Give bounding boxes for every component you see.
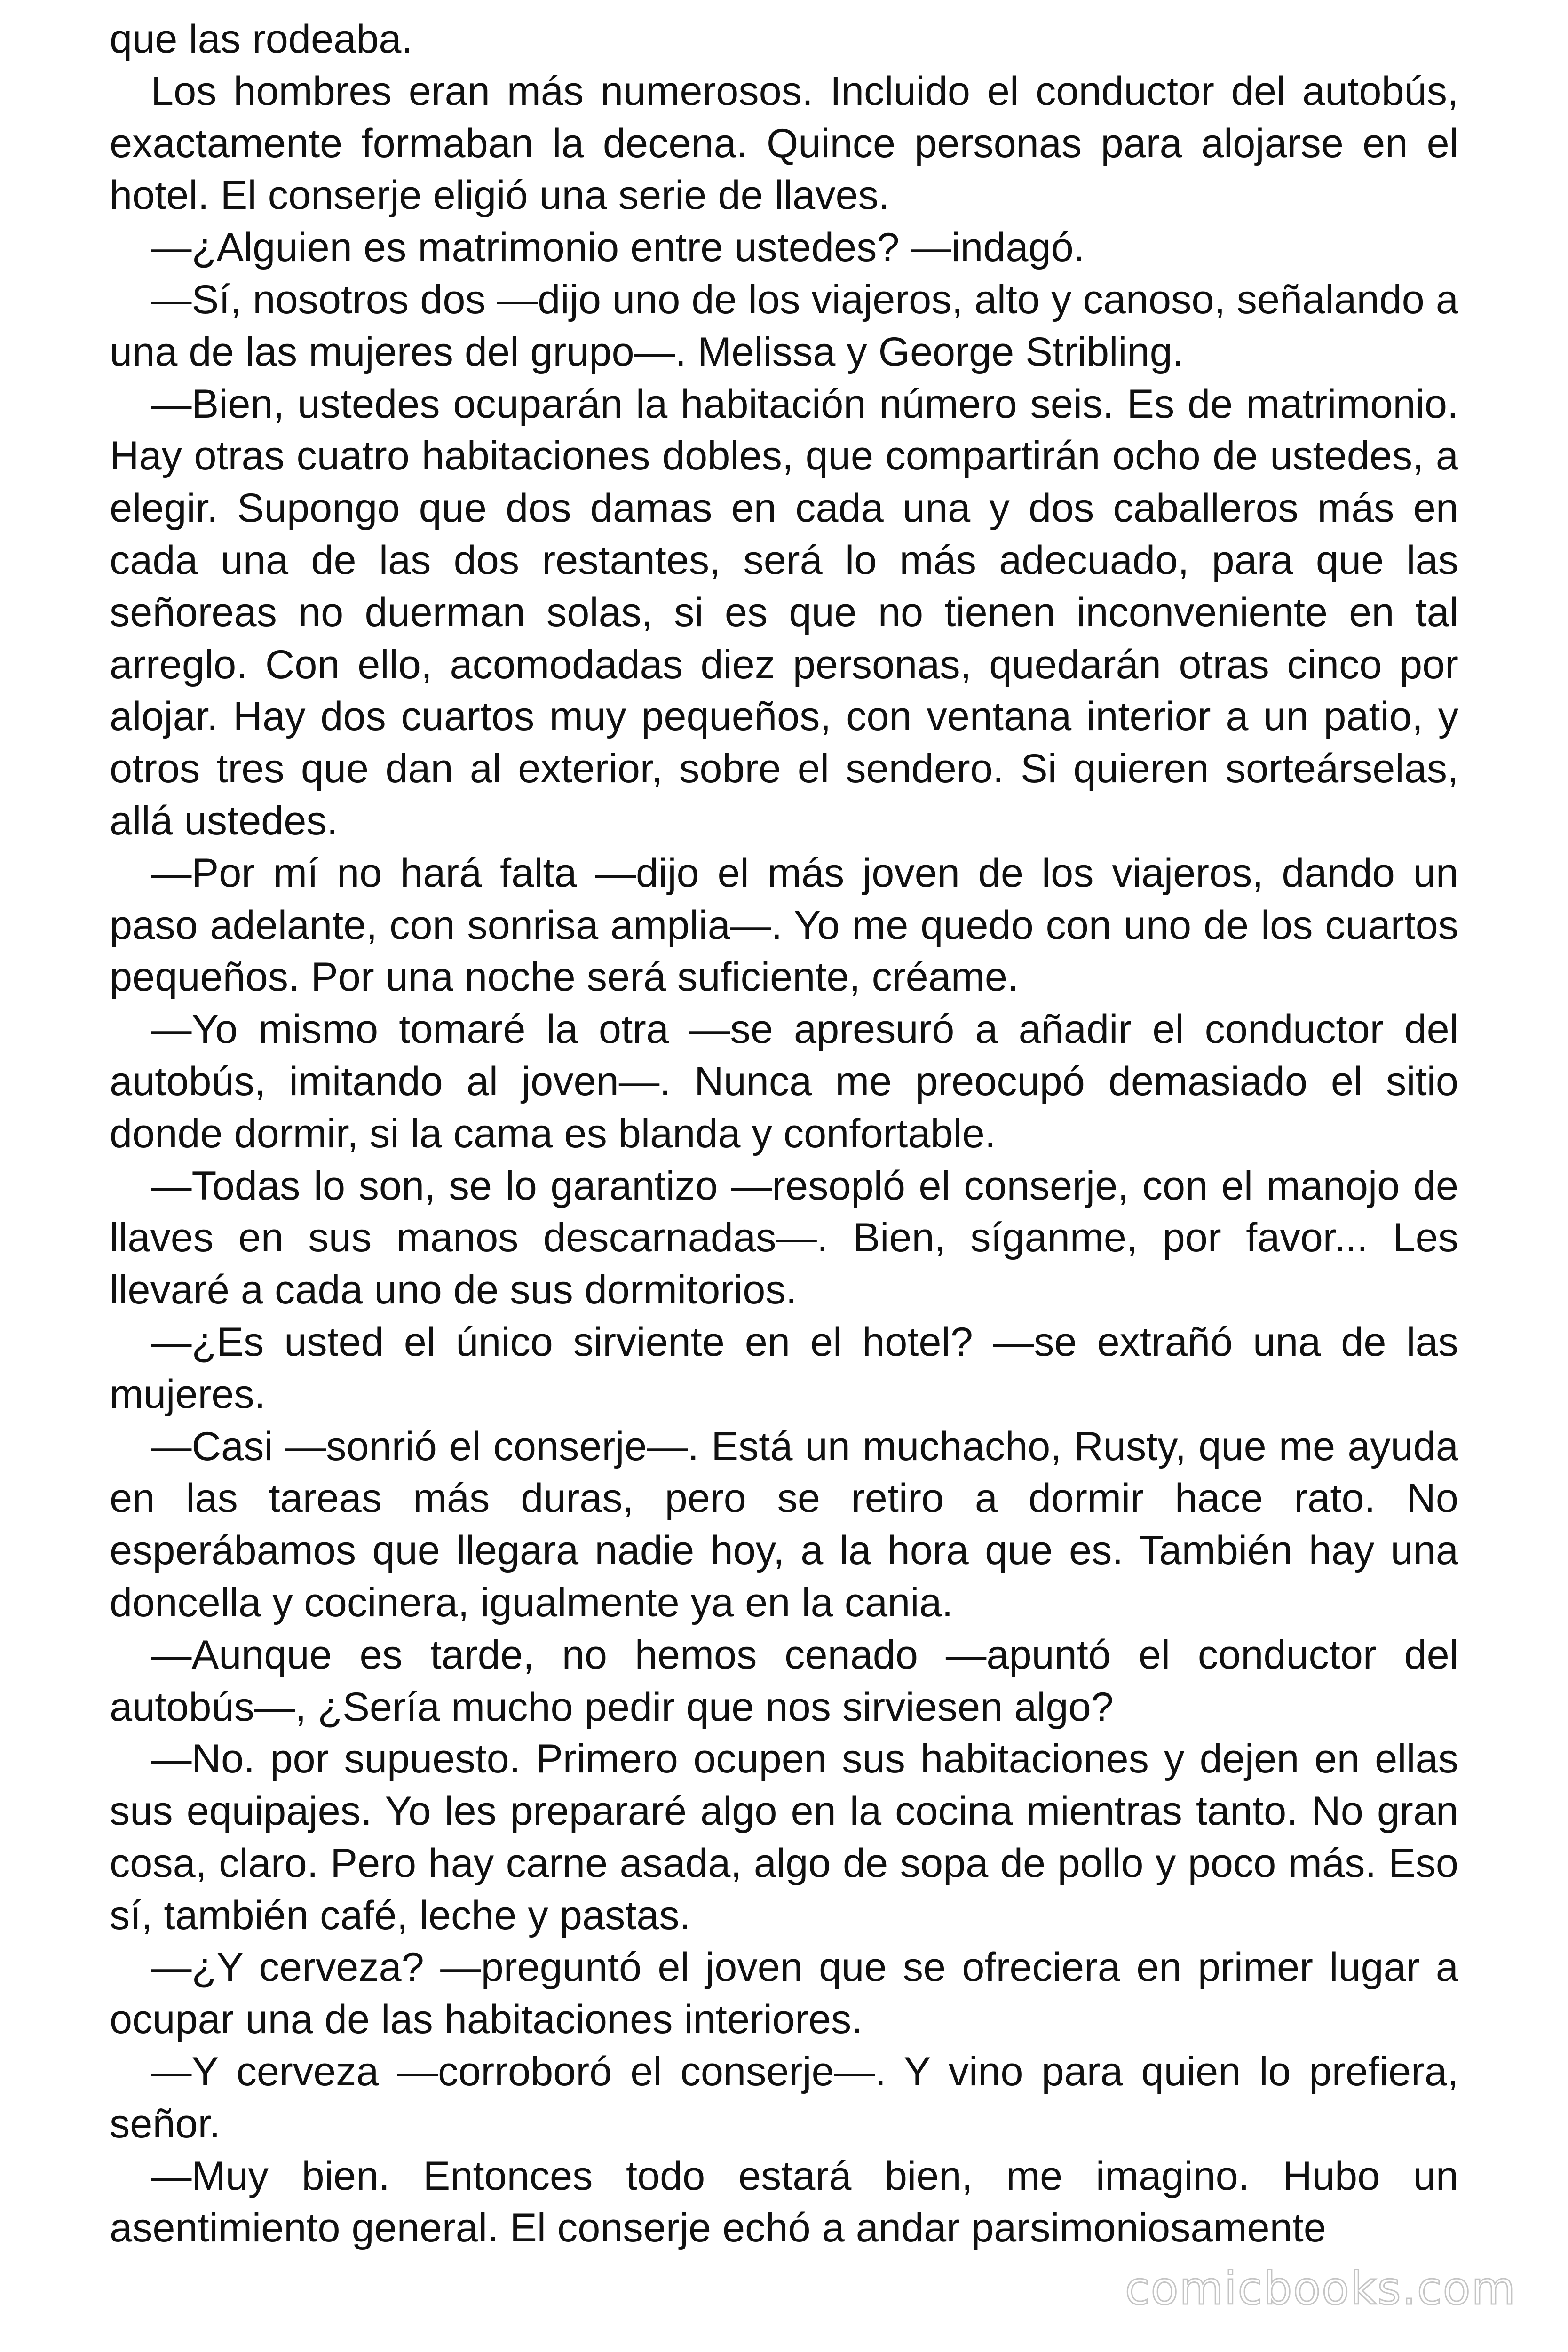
paragraph: —Sí, nosotros dos —dijo uno de los viajeros, alto y canoso, señalando a una de las mujeres del grupo—. Melissa y George Stribling.	[110, 277, 1458, 374]
paragraph: —Por mí no hará falta —dijo el más joven de los viajeros, dando un paso adelante, con sonrisa amplia—. Yo me quedo con uno de los cuartos pequeños. Por una noche será suficiente, créame.	[110, 850, 1458, 1000]
book-page-text	[110, 13, 1458, 2254]
paragraph: Los hombres eran más numerosos. Incluido el conductor del autobús, exactamente formaban la decena. Quince personas para alojarse en el hotel. El conserje eligió una serie de llaves.	[110, 68, 1458, 218]
watermark-logo: comicbooks.com	[1125, 2262, 1516, 2315]
paragraph: —Y cerveza —corroboró el conserje—. Y vino para quien lo prefiera, señor.	[110, 2049, 1458, 2146]
paragraph: —Todas lo son, se lo garantizo —resopló el conserje, con el manojo de llaves en sus manos descarnadas—. Bien, síganme, por favor... Les llevaré a cada uno de sus dormitorios.	[110, 1163, 1458, 1313]
paragraph: —¿Y cerveza? —preguntó el joven que se ofreciera en primer lugar a ocupar una de las habitaciones interiores.	[110, 1945, 1458, 2042]
paragraph: —Muy bien. Entonces todo estará bien, me imagino. Hubo un asentimiento general. El conserje echó a andar parsimoniosamente	[110, 2153, 1458, 2251]
paragraph: —Aunque es tarde, no hemos cenado —apuntó el conductor del autobús—, ¿Sería mucho pedir que nos sirviesen algo?	[110, 1632, 1458, 1730]
paragraph: —Casi —sonrió el conserje—. Está un muchacho, Rusty, que me ayuda en las tareas más duras, pero se retiro a dormir hace rato. No esperábamos que llegara nadie hoy, a la hora que es. También hay una doncella y cocinera, igualmente ya en la cania.	[110, 1423, 1458, 1625]
paragraph: —Bien, ustedes ocuparán la habitación número seis. Es de matrimonio. Hay otras cuatro habitaciones dobles, que compartirán ocho de ustedes, a elegir. Supongo que dos damas en cada una y dos caballeros más en cada una de las dos restantes, será lo más adecuado, para que las señoreas no duerman solas, si es que no tienen inconveniente en tal arreglo. Con ello, acomodadas diez personas, quedarán otras cinco por alojar. Hay dos cuartos muy pequeños, con ventana interior a un patio, y otros tres que dan al exterior, sobre el sendero. Si quieren sorteárselas, allá ustedes.	[110, 381, 1458, 843]
paragraph: que las rodeaba.	[110, 16, 413, 62]
paragraph: —No. por supuesto. Primero ocupen sus habitaciones y dejen en ellas sus equipajes. Yo les prepararé algo en la cocina mientras tanto. No gran cosa, claro. Pero hay carne asada, algo de sopa de pollo y poco más. Eso sí, también café, leche y pastas.	[110, 1736, 1458, 1938]
paragraph: —¿Es usted el único sirviente en el hotel? —se extrañó una de las mujeres.	[110, 1319, 1458, 1417]
paragraph: —Yo mismo tomaré la otra —se apresuró a añadir el conductor del autobús, imitando al joven—. Nunca me preocupó demasiado el sitio donde dormir, si la cama es blanda y confortable.	[110, 1007, 1458, 1156]
paragraph: —¿Alguien es matrimonio entre ustedes? —indagó.	[151, 225, 1085, 270]
